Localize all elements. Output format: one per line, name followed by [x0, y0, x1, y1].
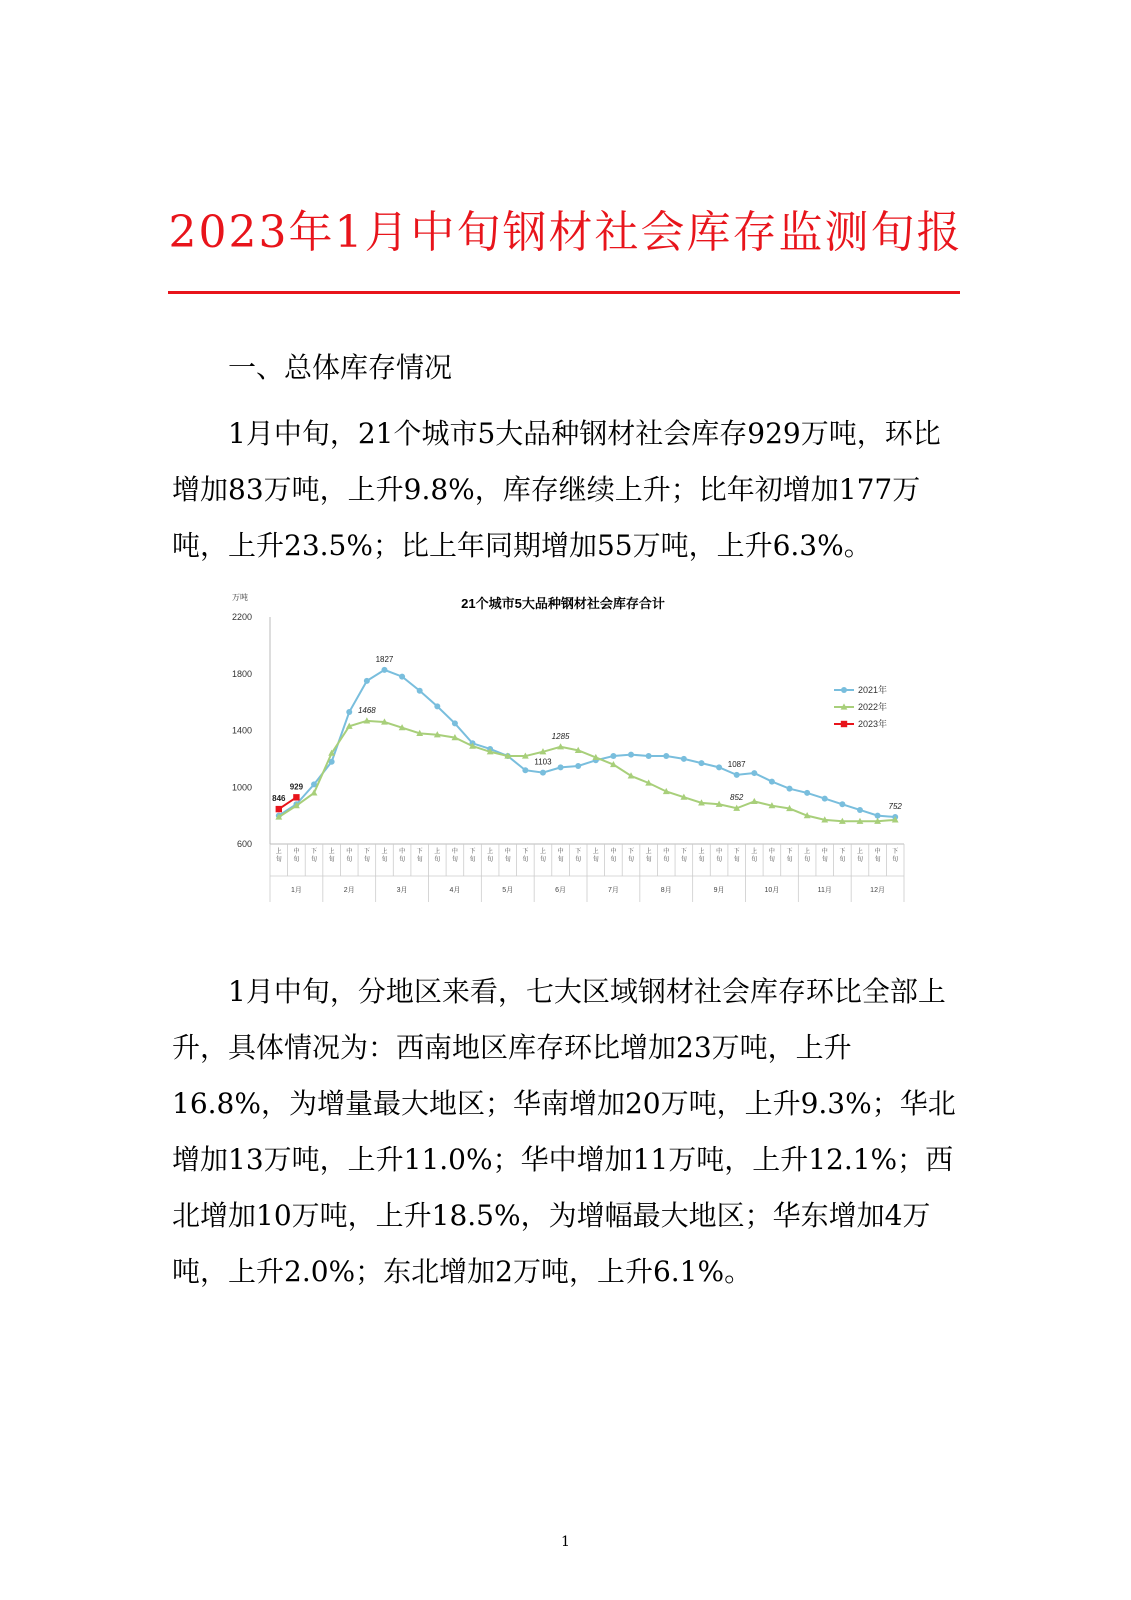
x-tick-label: 上旬: [539, 849, 546, 863]
month-label: 6月: [555, 887, 567, 894]
x-tick-label: 下旬: [363, 849, 370, 863]
data-point: [681, 756, 687, 762]
data-point: [452, 720, 458, 726]
data-point: [646, 753, 652, 759]
data-label: 1827: [375, 654, 394, 664]
month-label: 10月: [764, 887, 780, 894]
title-divider: [168, 291, 960, 294]
data-label: 1468: [357, 705, 376, 715]
data-point: [575, 763, 581, 769]
data-label: 852: [730, 793, 744, 803]
x-tick-label: 中旬: [346, 849, 353, 863]
legend-label: 2021年: [858, 685, 888, 695]
x-tick-label: 下旬: [311, 849, 318, 863]
data-point: [417, 688, 423, 694]
x-tick-label: 上旬: [592, 849, 599, 863]
x-tick-label: 中旬: [610, 849, 617, 863]
page-number: 1: [561, 1534, 570, 1550]
data-point: [822, 796, 828, 802]
x-tick-label: 中旬: [663, 849, 670, 863]
data-point: [751, 798, 758, 804]
x-tick-label: 下旬: [469, 849, 476, 863]
series-line: [279, 670, 895, 817]
data-label: 1087: [727, 759, 746, 769]
month-label: 12月: [870, 887, 885, 894]
legend-label: 2022年: [858, 702, 888, 712]
x-tick-label: 上旬: [434, 849, 441, 863]
data-label: 1285: [551, 731, 570, 741]
series-line: [279, 721, 895, 821]
x-tick-label: 下旬: [786, 849, 793, 863]
x-tick-label: 上旬: [698, 849, 705, 863]
data-label: 1103: [534, 757, 552, 767]
data-point: [698, 760, 704, 766]
month-label: 3月: [396, 887, 408, 894]
month-label: 2月: [343, 887, 355, 894]
month-label: 5月: [502, 887, 514, 894]
paragraph-regional-inventory: [172, 964, 964, 1300]
x-tick-label: 上旬: [275, 849, 282, 863]
x-tick-label: 下旬: [628, 849, 635, 863]
paragraph-text: 1月中旬，分地区来看，七大区域钢材社会库存环比全部上升，具体情况为：西南地区库存环比增加23万吨，上升16.8%，为增量最大地区；华南增加20万吨，上升9.3%；华北增加13万吨，上升11.0%；华中增加11万吨，上升12.1%；西北增加10万吨，上升18.5%，为增幅最大地区；华东增加4万吨，上升2.0%；东北增加2万吨，上升6.1%。: [172, 975, 956, 1288]
x-tick-label: 中旬: [768, 849, 775, 863]
x-tick-label: 中旬: [293, 849, 300, 863]
y-tick-label: 1800: [231, 668, 252, 679]
x-tick-label: 中旬: [451, 849, 458, 863]
data-point: [751, 770, 757, 776]
x-tick-label: 下旬: [416, 849, 423, 863]
series-2022年: [275, 717, 898, 824]
month-label: 9月: [713, 887, 725, 894]
data-point: [857, 807, 863, 813]
data-point: [399, 674, 405, 680]
data-point: [610, 753, 616, 759]
data-point: [558, 764, 564, 770]
x-tick-label: 中旬: [399, 849, 406, 863]
month-label: 8月: [660, 887, 672, 894]
x-tick-label: 中旬: [557, 849, 564, 863]
y-axis-unit: 万吨: [232, 593, 248, 602]
data-point: [628, 752, 634, 758]
x-tick-label: 下旬: [680, 849, 687, 863]
data-point: [841, 721, 847, 727]
section-heading: 一、总体库存情况: [228, 351, 453, 384]
data-label: 929: [289, 782, 304, 792]
x-tick-label: 上旬: [804, 849, 811, 863]
data-point: [769, 779, 775, 785]
x-tick-label: 中旬: [821, 849, 828, 863]
x-tick-label: 中旬: [504, 849, 511, 863]
x-tick-label: 中旬: [874, 849, 881, 863]
data-point: [804, 790, 810, 796]
paragraph-total-inventory: [172, 406, 964, 574]
x-tick-label: 中旬: [716, 849, 723, 863]
y-tick-label: 2200: [231, 612, 252, 622]
x-tick-label: 下旬: [733, 849, 740, 863]
month-label: 4月: [449, 887, 461, 894]
data-label: 846: [272, 794, 286, 804]
data-point: [434, 703, 440, 709]
y-tick-label: 1400: [231, 725, 252, 736]
month-label: 11月: [817, 887, 832, 894]
data-point: [311, 789, 318, 795]
x-tick-label: 上旬: [856, 849, 863, 863]
report-title: 2023年1月中旬钢材社会库存监测旬报: [168, 207, 963, 258]
x-tick-label: 上旬: [328, 849, 335, 863]
x-tick-label: 上旬: [381, 849, 388, 863]
data-label: 752: [888, 802, 902, 812]
month-label: 1月: [290, 887, 302, 894]
data-point: [734, 772, 740, 778]
data-point: [293, 794, 299, 800]
series-2021年: [276, 667, 898, 820]
paragraph-text: 1月中旬，21个城市5大品种钢材社会库存929万吨，环比增加83万吨，上升9.8%，库存继续上升；比年初增加177万吨，上升23.5%；比上年同期增加55万吨，上升6.3%。: [172, 417, 941, 562]
x-tick-label: 下旬: [522, 849, 529, 863]
data-point: [364, 678, 370, 684]
data-point: [381, 667, 387, 673]
x-tick-label: 上旬: [645, 849, 652, 863]
data-point: [346, 709, 352, 715]
chart-title: 21个城市5大品种钢材社会库存合计: [461, 596, 665, 611]
x-tick-label: 上旬: [751, 849, 758, 863]
x-tick-label: 下旬: [839, 849, 846, 863]
data-point: [276, 806, 282, 812]
data-point: [787, 786, 793, 792]
data-point: [839, 801, 845, 807]
data-point: [841, 687, 847, 693]
data-point: [716, 764, 722, 770]
legend-label: 2023年: [858, 719, 888, 729]
data-point: [663, 753, 669, 759]
y-tick-label: 600: [236, 839, 252, 849]
x-tick-label: 上旬: [487, 849, 494, 863]
y-tick-label: 1000: [231, 782, 252, 793]
month-label: 7月: [607, 887, 619, 894]
x-tick-label: 下旬: [892, 849, 899, 863]
data-point: [522, 767, 528, 773]
inventory-line-chart: [228, 590, 908, 902]
data-point: [540, 770, 546, 776]
x-tick-label: 下旬: [575, 849, 582, 863]
